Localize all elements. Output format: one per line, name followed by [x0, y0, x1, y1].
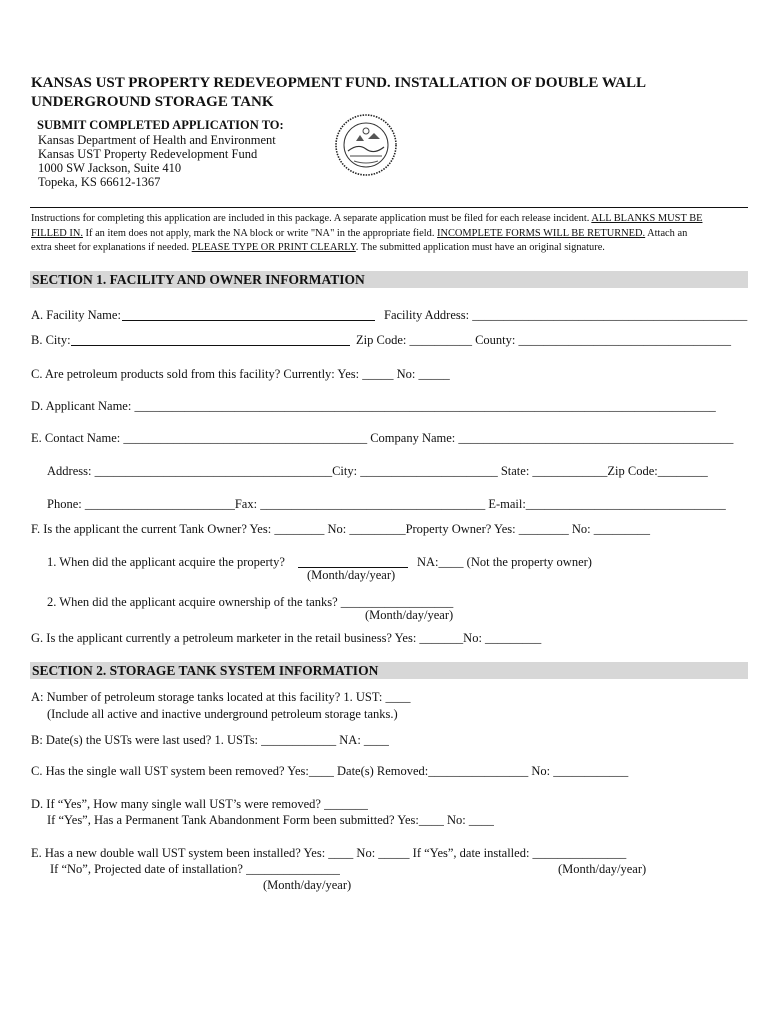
acquire-property-na-field[interactable]: NA:____ (Not the property owner)	[417, 555, 592, 569]
instructions-line3: extra sheet for explanations if needed. PLEASE TYPE OR PRINT CLEARLY. The submitted application must have an original signature.	[31, 242, 605, 253]
divider	[30, 207, 748, 208]
city-label: B. City:	[31, 333, 71, 347]
form-title-line2: UNDERGROUND STORAGE TANK	[31, 94, 274, 110]
facility-name-label: A. Facility Name:	[31, 308, 121, 322]
projected-date-caption: (Month/day/year)	[263, 878, 352, 892]
abandonment-form-question[interactable]: If “Yes”, Has a Permanent Tank Abandonment Form been submitted? Yes:____ No: ____	[47, 813, 494, 827]
projected-install-date-question[interactable]: If “No”, Projected date of installation? _______________	[50, 862, 340, 876]
single-wall-removed-question[interactable]: C. Has the single wall UST system been removed? Yes:____ Date(s) Removed:________________ No: ____________	[31, 764, 629, 778]
section2-heading-band	[30, 662, 748, 679]
section1-heading-band	[30, 271, 748, 288]
acquire-property-date-caption: (Month/day/year)	[307, 568, 396, 582]
petroleum-sold-question[interactable]: C. Are petroleum products sold from this facility? Currently: Yes: _____ No: _____	[31, 367, 450, 381]
applicant-name-field[interactable]: D. Applicant Name: _____________________________________________________________________________________________	[31, 399, 716, 413]
instructions-line1: Instructions for completing this application are included in this package. A separate application must be filed for each release incident. ALL BLANKS MUST BE	[31, 213, 703, 224]
instructions-line2: FILLED IN. If an item does not apply, mark the NA block or write "NA" in the appropriate field. INCOMPLETE FORMS WILL BE RETURNED. Attach an	[31, 228, 688, 239]
acquire-tanks-question[interactable]: 2. When did the applicant acquire ownership of the tanks? __________________	[47, 595, 454, 609]
address-city-state-zip-fields[interactable]: Address: ______________________________________City: ______________________ State: ____________Zip Code:________	[47, 464, 708, 478]
section2-heading: SECTION 2. STORAGE TANK SYSTEM INFORMATION	[32, 663, 379, 678]
address-line-2: Kansas UST Property Redevelopment Fund	[38, 147, 258, 161]
address-line-3: 1000 SW Jackson, Suite 410	[38, 161, 182, 175]
zip-county-fields[interactable]: Zip Code: __________ County: __________________________________	[356, 333, 731, 347]
city-field[interactable]	[71, 345, 350, 346]
single-wall-count-question[interactable]: D. If “Yes”, How many single wall UST’s were removed? _______	[31, 797, 368, 811]
acquire-tanks-date-caption: (Month/day/year)	[365, 608, 454, 622]
facility-name-field[interactable]	[122, 320, 375, 321]
address-line-1: Kansas Department of Health and Environment	[38, 133, 276, 147]
submit-heading: SUBMIT COMPLETED APPLICATION TO:	[37, 118, 284, 132]
petroleum-marketer-question[interactable]: G. Is the applicant currently a petroleum marketer in the retail business? Yes: _______No: _________	[31, 631, 542, 645]
acquire-property-question: 1. When did the applicant acquire the property?	[47, 555, 285, 569]
tank-owner-question[interactable]: F. Is the applicant the current Tank Owner? Yes: ________ No: _________Property Owner? Yes: ________ No: _________	[31, 522, 651, 536]
last-used-question[interactable]: B: Date(s) the USTs were last used? 1. USTs: ____________ NA: ____	[31, 733, 389, 747]
tank-count-question[interactable]: A: Number of petroleum storage tanks located at this facility? 1. UST: ____	[31, 690, 411, 704]
phone-fax-email-fields[interactable]: Phone: ________________________Fax: ____________________________________ E-mail:________________________________	[47, 497, 726, 511]
address-line-4: Topeka, KS 66612-1367	[38, 175, 161, 189]
section1-heading: SECTION 1. FACILITY AND OWNER INFORMATION	[32, 272, 365, 287]
kansas-seal-icon	[334, 113, 398, 177]
form-title-line1: KANSAS UST PROPERTY REDEVEOPMENT FUND. INSTALLATION OF DOUBLE WALL	[31, 75, 646, 91]
contact-company-fields[interactable]: E. Contact Name: _______________________________________ Company Name: ____________________________________________	[31, 431, 734, 445]
double-wall-installed-question[interactable]: E. Has a new double wall UST system been installed? Yes: ____ No: _____ If “Yes”, date installed: _______________	[31, 846, 627, 860]
installed-date-caption: (Month/day/year)	[558, 862, 647, 876]
tank-count-note: (Include all active and inactive underground petroleum storage tanks.)	[47, 707, 398, 721]
facility-address-field[interactable]: Facility Address: ____________________________________________	[384, 308, 748, 322]
